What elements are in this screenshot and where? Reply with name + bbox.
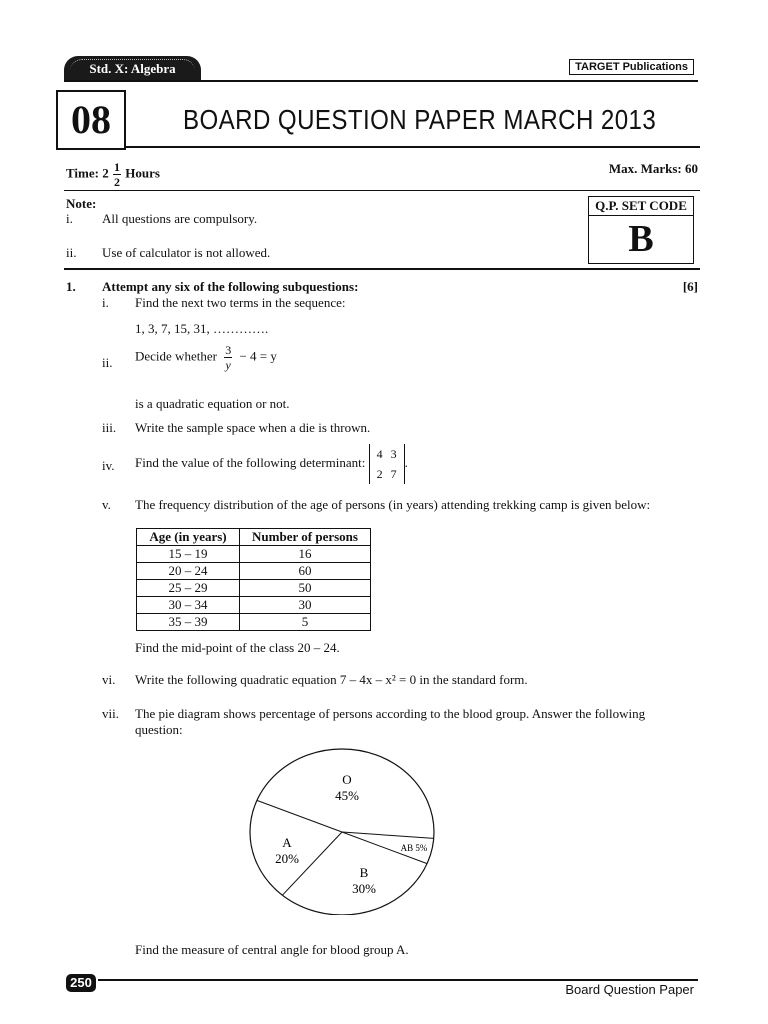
frequency-table [136, 528, 371, 631]
subject-tab: Std. X: Algebra [64, 56, 201, 81]
pie-divider-a-o [257, 800, 342, 832]
note-item-1: i. [66, 211, 73, 226]
table-header: Number of persons [240, 529, 371, 546]
title-rule [126, 146, 700, 148]
table-cell: 25 – 29 [137, 580, 240, 597]
table-header: Age (in years) [137, 529, 240, 546]
top-rule [64, 80, 698, 82]
sub-v-text: The frequency distribution of the age of persons (in years) attending trekking camp is given below: [135, 497, 651, 512]
table-row [137, 614, 371, 631]
q1-number: 1. [66, 279, 76, 294]
page-number: 250 [66, 974, 96, 992]
sub-i-sequence: 1, 3, 7, 15, 31, …………. [135, 321, 269, 336]
note-rule [64, 190, 700, 191]
publisher-label: TARGET Publications [569, 59, 694, 75]
sub-iii-number: iii. [102, 420, 117, 435]
table-cell: 30 – 34 [137, 597, 240, 614]
footer-rule [98, 979, 698, 981]
sub-i-text: Find the next two terms in the sequence: [135, 295, 346, 310]
sub-iv-expression: Find the value of the following determinant: 4 3 2 7 . [135, 444, 408, 484]
note-item-2: ii. [66, 245, 77, 260]
table-cell: 20 – 24 [137, 563, 240, 580]
footer-text: Board Question Paper [565, 982, 694, 997]
table-row [137, 546, 371, 563]
table-row [137, 563, 371, 580]
max-marks: Max. Marks: 60 [608, 161, 698, 176]
pie-value-a: 20% [275, 851, 299, 866]
sub-v-number: v. [102, 497, 111, 512]
pie-value-b: 30% [352, 881, 376, 896]
sub-iv-number: iv. [102, 458, 115, 473]
table-row [137, 597, 371, 614]
paper-title: BOARD QUESTION PAPER MARCH 2013 [183, 104, 657, 135]
sub-ii-number: ii. [102, 355, 113, 370]
table-cell: 5 [240, 614, 371, 631]
pie-label-o: O [342, 772, 352, 787]
sub-v-question: Find the mid-point of the class 20 – 24. [135, 640, 340, 655]
note-item-2-text: Use of calculator is not allowed. [102, 245, 271, 260]
sub-ii-expression: Decide whether $\frac{3}{y}$ − 4 = y [135, 343, 277, 372]
frequency-table-wrap [136, 528, 371, 631]
table-cell: 50 [240, 580, 371, 597]
determinant: 4 3 2 7 [369, 444, 405, 484]
sub-vii-number: vii. [102, 706, 119, 721]
table-cell: 30 [240, 597, 371, 614]
sub-vi-text: Write the following quadratic equation 7 – 4x – x² = 0 in the standard form. [135, 672, 528, 687]
question-rule [64, 268, 700, 270]
time-allowed: Time: 2 $\frac{1}{2}$ Hours [66, 160, 160, 189]
qp-set-code-value: B [628, 218, 654, 260]
qp-set-code-box [588, 196, 694, 264]
table-cell: 15 – 19 [137, 546, 240, 563]
note-title: Note: [66, 196, 97, 211]
blood-group-pie-chart [240, 735, 445, 915]
table-header-row [137, 529, 371, 546]
q1-marks: [6] [682, 279, 698, 294]
sub-ii-text2: is a quadratic equation or not. [135, 396, 290, 411]
table-cell: 60 [240, 563, 371, 580]
table-row [137, 580, 371, 597]
sub-iii-text: Write the sample space when a die is thrown. [135, 420, 371, 435]
table-cell: 35 – 39 [137, 614, 240, 631]
pie-label-b: B [359, 865, 369, 880]
paper-number: 08 [56, 90, 126, 150]
pie-label-a: A [282, 835, 292, 850]
sub-vi-number: vi. [102, 672, 116, 687]
sub-vii-text: The pie diagram shows percentage of persons according to the blood group. Answer the following question: [135, 706, 646, 737]
pie-value-o: 45% [335, 788, 359, 803]
pie-label-ab: AB 5% [400, 843, 428, 853]
q1-instruction: Attempt any six of the following subquestions: [102, 279, 359, 294]
table-cell: 16 [240, 546, 371, 563]
note-item-1-text: All questions are compulsory. [102, 211, 258, 226]
sub-vii-question: Find the measure of central angle for blood group A. [135, 942, 409, 957]
qp-set-code-label: Q.P. SET CODE [589, 197, 693, 216]
sub-i-number: i. [102, 295, 109, 310]
